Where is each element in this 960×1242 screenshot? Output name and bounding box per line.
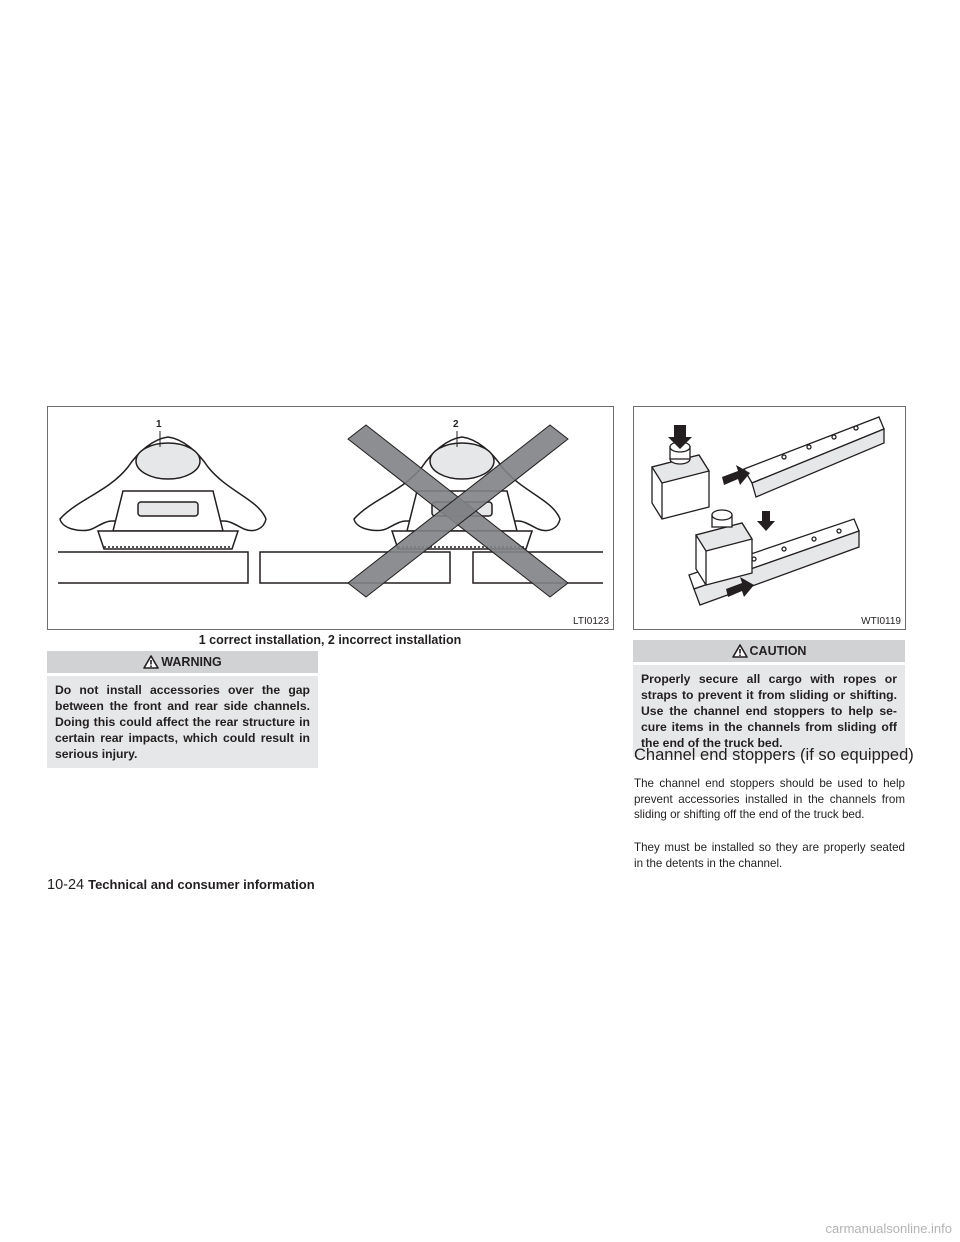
installation-figure (47, 406, 614, 630)
warning-header (47, 651, 318, 673)
warning-box (47, 651, 318, 768)
caution-header (633, 640, 905, 662)
paragraph-1: The channel end stoppers should be used to help prevent accessories installed in the channels from sliding or shifting off the end of the truck bed. (634, 777, 905, 821)
footer-section-title: Technical and consumer information (88, 877, 315, 892)
caution-icon (732, 644, 748, 658)
figure-caption: 1 correct installation, 2 incorrect installation (198, 633, 462, 647)
cleat-correct (60, 437, 266, 549)
figure-code-right: WTI0119 (861, 616, 901, 627)
label-2: 2 (453, 419, 459, 430)
warning-title: WARNING (161, 655, 222, 669)
caution-title: CAUTION (749, 644, 807, 658)
cleat-illustration (48, 407, 613, 629)
section-heading: Channel end stoppers (if so equipped) (634, 746, 914, 764)
stopper-illustration (634, 407, 905, 629)
page-footer (47, 876, 315, 894)
paragraph-2: They must be installed so they are properly seated in the detents in the channel. (634, 841, 905, 870)
warning-text: Do not install accessories over the gap between the front and rear side channels. Doing this could affect the rear structure in certain rear impacts, which could result in serious injury. (47, 676, 318, 768)
warning-icon (143, 655, 159, 669)
page-number: 10-24 (47, 877, 85, 893)
channel-stopper-figure (633, 406, 906, 630)
caution-text: Properly secure all cargo with ropes or straps to prevent it from sliding or shifting. Use the channel end stoppers to help se-cure items in the channels from sliding off the end of the truck bed. (633, 665, 905, 757)
label-1: 1 (156, 419, 162, 430)
figure-code-left: LTI0123 (573, 616, 609, 627)
watermark-link[interactable]: carmanualsonline.info (825, 1221, 952, 1236)
caution-box (633, 640, 905, 757)
